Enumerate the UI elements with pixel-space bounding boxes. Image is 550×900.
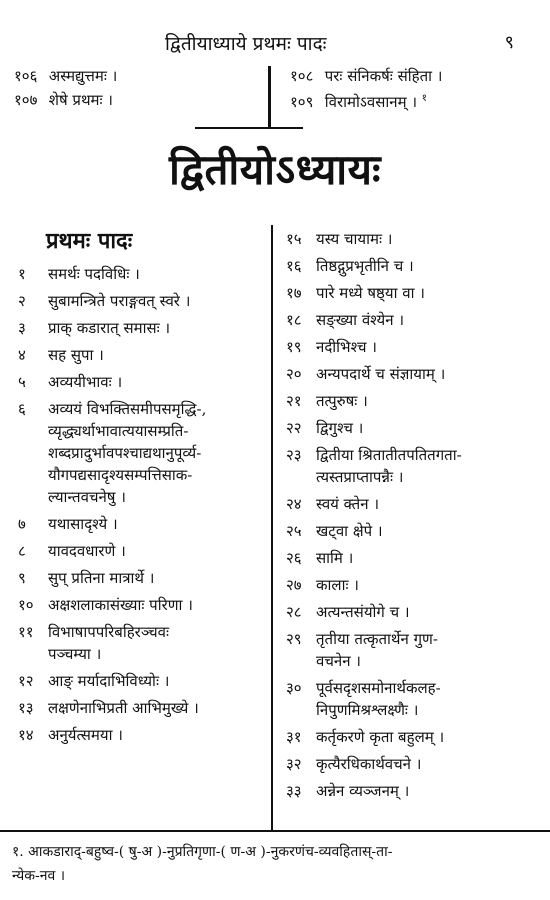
sutra-number: १०८ — [290, 67, 314, 85]
footnote-rule — [0, 830, 550, 832]
sutra-entry — [18, 317, 268, 339]
footnote: १. आकडाराद्-बहुष्व-( षु-अ )-नुप्रतिगृणा-( ण-अ )-नुकरणंच-व्यवहितास्-ता- न्येक-नव । — [12, 844, 393, 884]
sutra-text: यस्य चायामः । — [316, 230, 393, 248]
sutra-number: १४ — [18, 726, 34, 744]
sutra-text: विरामोऽवसानम् । — [324, 93, 417, 111]
sutra-number: १०६ — [14, 67, 38, 85]
sutra-text: सुप् प्रतिना मात्रार्थे । — [48, 569, 155, 587]
sutra-number: ३० — [286, 679, 302, 697]
sutra-row — [14, 66, 117, 90]
sutra-row — [14, 90, 117, 114]
sutra-text: कृत्यैरधिकार्थवचने । — [316, 755, 422, 773]
sutra-text: अन्यपदार्थे च संज्ञायाम् । — [316, 365, 446, 383]
sutra-text: द्विगुश्च । — [316, 419, 364, 437]
sutra-entry — [18, 371, 268, 393]
sutra-text: शेषे प्रथमः । — [48, 91, 113, 109]
sutra-entry — [286, 677, 544, 721]
sutra-number: १८ — [286, 311, 302, 329]
sutra-text: पूर्वसदृशसमोनार्थकलह- निपुणमिश्रश्लक्ष्णैः । — [316, 679, 441, 719]
sutra-entry — [18, 724, 268, 746]
sutra-text: कालाः । — [316, 576, 359, 594]
sutra-entry — [18, 263, 268, 285]
sutra-entry — [286, 547, 544, 569]
sutra-text: द्वितीया श्रितातीतपतितगता- त्यस्तप्राप्तापन्नैः । — [316, 446, 462, 486]
sutra-number: १९ — [286, 338, 302, 356]
sutra-number: २१ — [286, 392, 302, 410]
top-left-sutras — [14, 66, 117, 114]
page-number: ९ — [504, 32, 514, 53]
sutra-number: १२ — [18, 672, 34, 690]
sutra-number: ११ — [18, 623, 34, 641]
sutra-text: कर्तृकरणे कृता बहुलम् । — [316, 728, 445, 746]
pada-heading: प्रथमः पादः — [46, 228, 133, 254]
sutra-text: खट्वा क्षेपे । — [316, 522, 383, 540]
sutra-number: १३ — [18, 699, 34, 717]
sutra-entry — [286, 520, 544, 542]
section-rule — [195, 127, 303, 129]
sutra-text: सामि । — [316, 549, 354, 567]
right-column — [286, 228, 544, 807]
sutra-text: लक्षणेनाभिप्रती आभिमुख्ये । — [48, 699, 199, 717]
sutra-number: २० — [286, 365, 302, 383]
sutra-entry — [18, 567, 268, 589]
sutra-number: २ — [18, 292, 26, 310]
sutra-number: ३३ — [286, 782, 302, 800]
sutra-number: १५ — [286, 230, 302, 248]
sutra-text: सुबामन्त्रिते पराङ्गवत् स्वरे । — [48, 292, 191, 310]
sutra-text: पारे मध्ये षष्ठ्या वा । — [316, 284, 425, 302]
sutra-text: आङ् मर्यादाभिविध्योः । — [48, 672, 170, 690]
sutra-number: २२ — [286, 419, 302, 437]
sutra-entry — [286, 444, 544, 488]
sutra-entry — [18, 697, 268, 719]
sutra-number: १७ — [286, 284, 302, 302]
sutra-text: यावदवधारणे । — [48, 542, 126, 560]
sutra-number: २९ — [286, 630, 302, 648]
sutra-entry — [286, 417, 544, 439]
sutra-number: १०७ — [14, 91, 38, 109]
sutra-text: सह सुपा । — [48, 346, 104, 364]
sutra-row — [290, 66, 442, 90]
sutra-text: तत्पुरुषः । — [316, 392, 368, 410]
sutra-text: प्राक् कडारात् समासः । — [48, 319, 171, 337]
sutra-number: १६ — [286, 257, 302, 275]
sutra-entry — [286, 628, 544, 672]
sutra-entry — [18, 670, 268, 692]
sutra-text: तृतीया तत्कृतार्थेन गुण- वचनेन । — [316, 630, 438, 670]
sutra-entry — [18, 290, 268, 312]
sutra-number: २५ — [286, 522, 302, 540]
sutra-entry — [286, 363, 544, 385]
sutra-number: ९ — [18, 569, 26, 587]
left-column — [18, 263, 268, 751]
sutra-text: सङ्ख्या वंश्येन । — [316, 311, 405, 329]
sutra-entry — [18, 344, 268, 366]
sutra-text: स्वयं क्तेन । — [316, 495, 380, 513]
sutra-entry — [286, 336, 544, 358]
sutra-text: अन्नेन व्यञ्जनम् । — [316, 782, 410, 800]
sutra-number: २६ — [286, 549, 302, 567]
sutra-text: अव्ययीभावः । — [48, 373, 123, 391]
sutra-entry — [286, 282, 544, 304]
column-divider — [271, 225, 273, 830]
sutra-text: तिष्ठद्गुप्रभृतीनि च । — [316, 257, 414, 275]
sutra-entry — [18, 513, 268, 535]
sutra-number: ७ — [18, 515, 26, 533]
sutra-number: १०९ — [290, 93, 314, 111]
running-title: द्वितीयाध्याये प्रथमः पादः — [165, 33, 327, 55]
sutra-text: अव्ययं विभक्तिसमीपसमृद्धि-, व्यृद्ध्यर्थाभावात्ययासम्प्रति- शब्दप्रादुर्भावपश्चाद्यथानुपूर्व्य- यौगपद्यसादृश्यसम्पत्तिसाक- ल्यान्तवचनेषु । — [48, 400, 207, 506]
column-divider — [268, 66, 271, 128]
sutra-entry — [286, 780, 544, 802]
sutra-number: २३ — [286, 446, 302, 464]
sutra-entry — [18, 594, 268, 616]
sutra-number: १० — [18, 596, 34, 614]
sutra-number: ३ — [18, 319, 26, 337]
top-right-sutras — [290, 66, 442, 114]
sutra-entry — [286, 493, 544, 515]
running-head — [0, 30, 550, 58]
previous-chapter-ending — [0, 66, 550, 128]
sutra-text: विभाषापपरिबहिरञ्चवः पञ्चम्या । — [48, 623, 170, 663]
sutra-entry — [286, 726, 544, 748]
sutra-text: समर्थः पदविधिः । — [48, 265, 140, 283]
sutra-number: ८ — [18, 542, 26, 560]
sutra-number: २७ — [286, 576, 302, 594]
sutra-text: यथासादृश्ये । — [48, 515, 118, 533]
sutra-row — [290, 90, 442, 114]
sutra-number: २८ — [286, 603, 302, 621]
sutra-number: ५ — [18, 373, 26, 391]
sutra-number: २४ — [286, 495, 302, 513]
sutra-entry — [18, 398, 268, 508]
sutra-entry — [286, 255, 544, 277]
sutra-text: परः संनिकर्षः संहिता । — [324, 67, 443, 85]
chapter-title: द्वितीयोऽध्यायः — [168, 145, 382, 194]
sutra-text: अस्मद्युत्तमः । — [48, 67, 118, 85]
footnote-marker: १ — [421, 93, 427, 104]
sutra-entry — [286, 574, 544, 596]
sutra-entry — [18, 621, 268, 665]
sutra-number: ६ — [18, 400, 26, 418]
sutra-entry — [286, 753, 544, 775]
sutra-entry — [286, 309, 544, 331]
sutra-number: १ — [18, 265, 26, 283]
sutra-entry — [18, 540, 268, 562]
sutra-text: नदीभिश्च । — [316, 338, 377, 356]
sutra-number: ३१ — [286, 728, 302, 746]
sutra-text: अत्यन्तसंयोगे च । — [316, 603, 410, 621]
sutra-text: अनुर्यत्समया । — [48, 726, 123, 744]
sutra-entry — [286, 228, 544, 250]
sutra-number: ३२ — [286, 755, 302, 773]
sutra-text: अक्षशलाकासंख्याः परिणा । — [48, 596, 193, 614]
sutra-entry — [286, 601, 544, 623]
sutra-entry — [286, 390, 544, 412]
sutra-number: ४ — [18, 346, 26, 364]
